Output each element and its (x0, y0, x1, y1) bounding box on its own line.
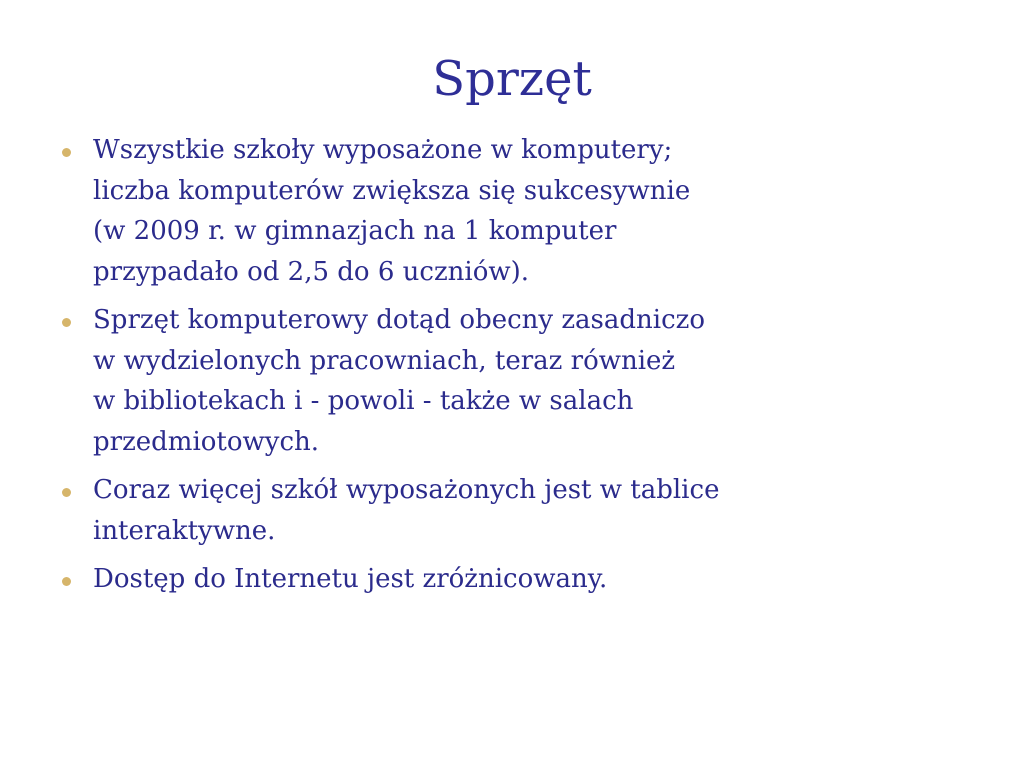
bullet-item (62, 130, 962, 292)
bullet-dot-icon (62, 488, 71, 497)
bullet-list (62, 130, 962, 608)
bullet-text-line: Sprzęt komputerowy dotąd obecny zasadniczo (93, 305, 706, 335)
bullet-dot-icon (62, 318, 71, 327)
bullet-text-line: Wszystkie szkoły wyposażone w komputery; (93, 135, 673, 165)
bullet-text-line: w bibliotekach i - powoli - także w salach (93, 386, 634, 416)
bullet-text-line: przypadało od 2,5 do 6 uczniów). (93, 256, 530, 287)
bullet-text-line: przedmiotowych. (93, 426, 320, 457)
bullet-text-line: Coraz więcej szkół wyposażonych jest w tablice (93, 475, 720, 505)
bullet-text-line: interaktywne. (93, 515, 276, 546)
slide-title: Sprzęt (432, 51, 592, 107)
bullet-item (62, 470, 962, 551)
bullet-item (62, 559, 962, 600)
bullet-text-line: w wydzielonych pracowniach, teraz również (93, 345, 676, 376)
bullet-text-line: (w 2009 r. w gimnazjach na 1 komputer (93, 216, 617, 246)
bullet-dot-icon (62, 577, 71, 586)
bullet-text-line: Dostęp do Internetu jest zróżnicowany. (93, 564, 608, 594)
bullet-text-line: liczba komputerów zwiększa się sukcesywnie (93, 175, 691, 206)
bullet-dot-icon (62, 148, 71, 157)
bullet-item (62, 300, 962, 462)
